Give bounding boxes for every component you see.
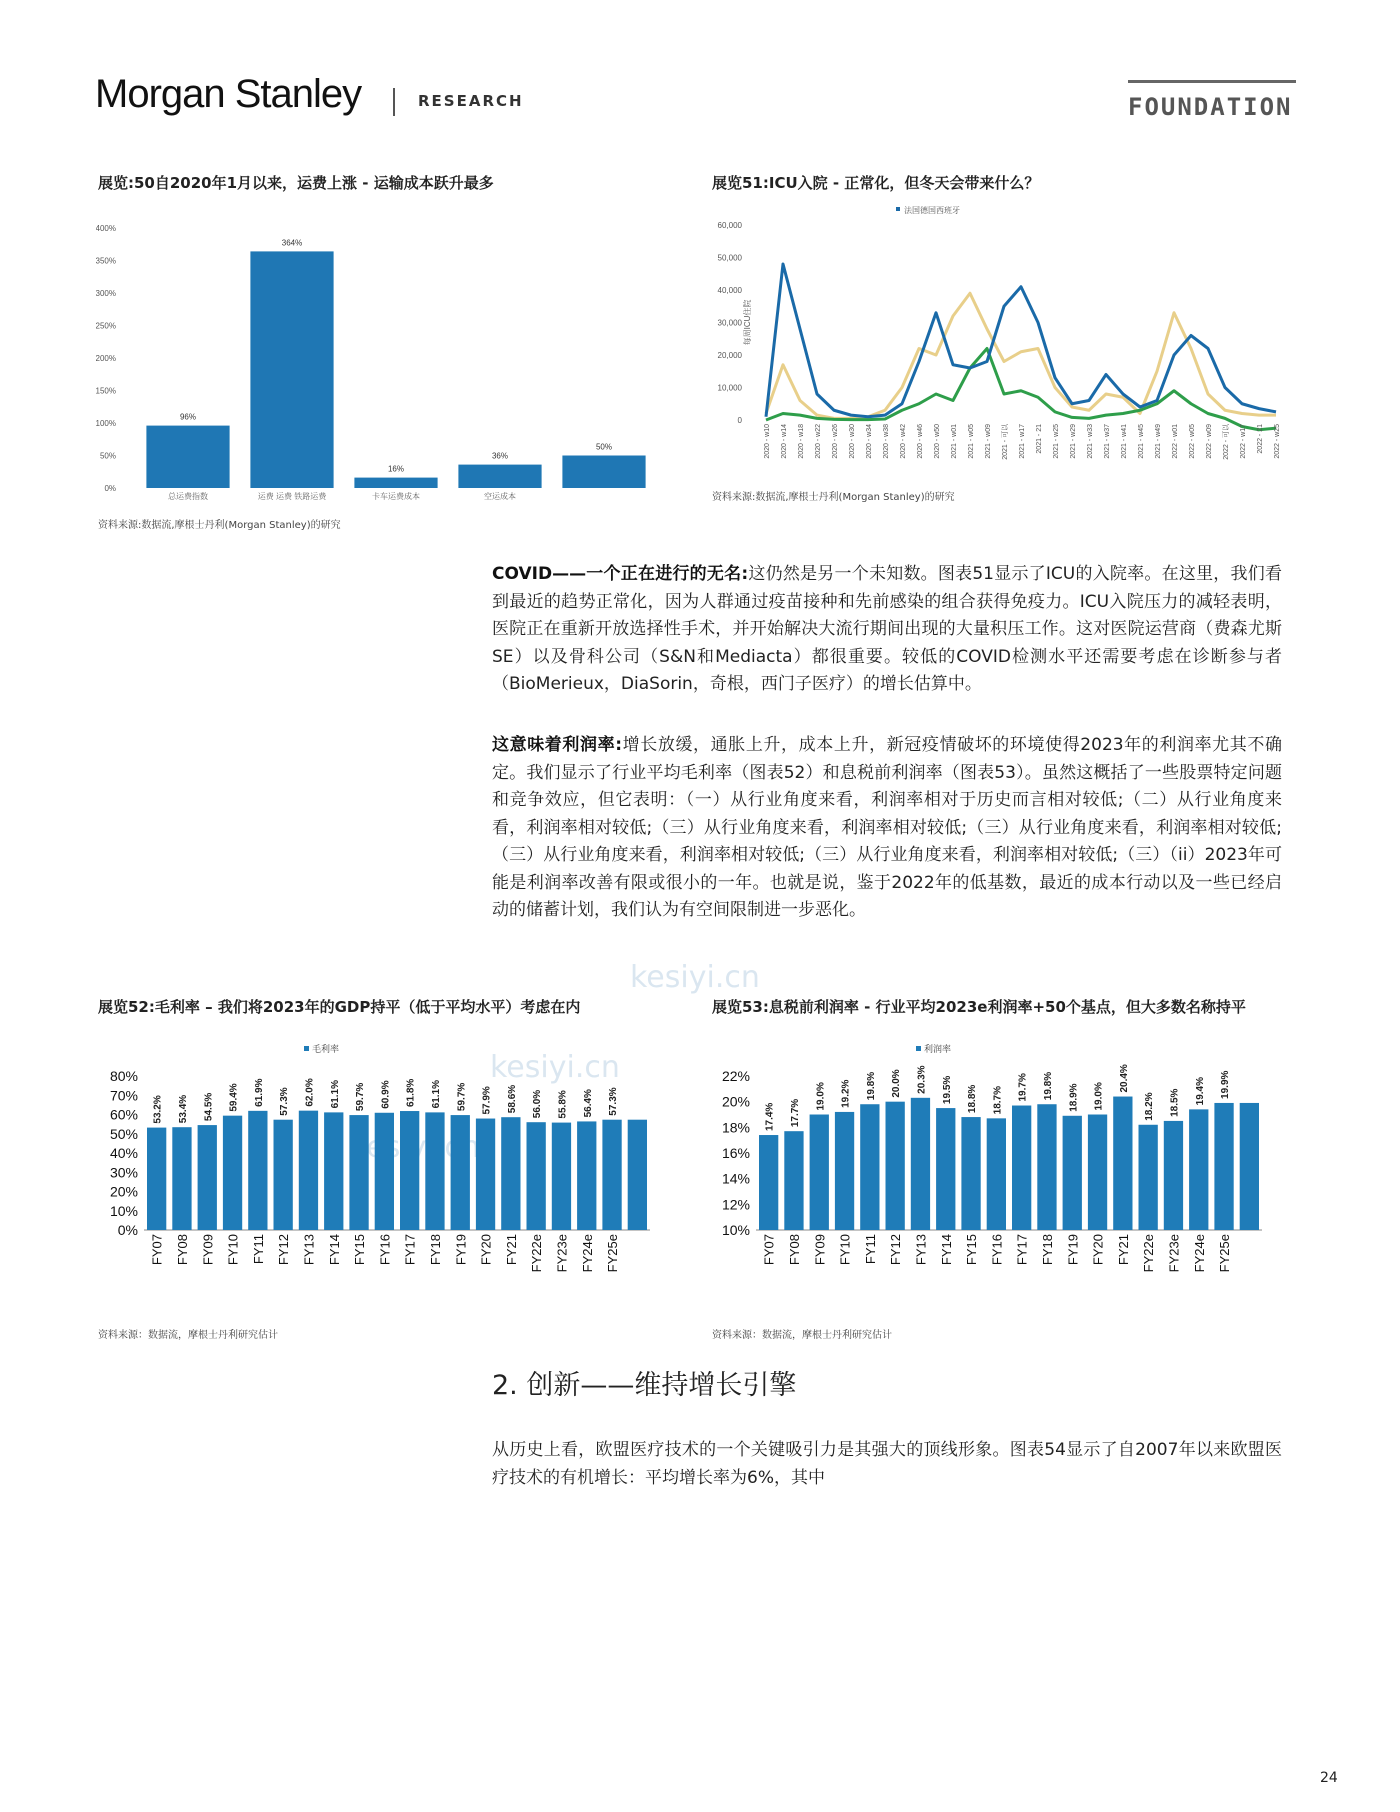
x-tick-label: FY25e	[1217, 1234, 1233, 1273]
series-line-西班牙	[766, 293, 1276, 418]
bar	[375, 1113, 394, 1230]
x-tick-label: FY12	[888, 1234, 904, 1266]
data-label: 56.4%	[582, 1089, 594, 1118]
data-label: 19.5%	[941, 1075, 953, 1105]
data-label: 17.4%	[764, 1102, 776, 1132]
y-tick-label: 70%	[109, 1087, 138, 1104]
bar	[1113, 1097, 1132, 1230]
x-tick-label: 总运费指数	[168, 492, 208, 501]
x-tick-label: FY23e	[1166, 1234, 1182, 1273]
legend-swatch	[916, 1046, 921, 1051]
exhibit52-chart	[96, 1030, 666, 1320]
y-tick-label: 50%	[109, 1125, 138, 1142]
x-tick-label: 2022 - w17	[1240, 424, 1247, 459]
data-label: 18.2%	[1144, 1092, 1156, 1121]
x-tick-label: FY23e	[554, 1234, 570, 1273]
bar	[1214, 1103, 1233, 1230]
y-tick-label: 350%	[96, 256, 116, 266]
x-tick-label: FY16	[989, 1234, 1005, 1266]
data-label: 53.4%	[177, 1094, 189, 1124]
data-label: 19.2%	[840, 1079, 852, 1108]
bar	[961, 1117, 980, 1230]
bar	[527, 1122, 546, 1230]
bar	[349, 1115, 368, 1230]
x-tick-label: FY10	[225, 1234, 241, 1266]
exhibit53-chart	[708, 1030, 1290, 1320]
data-label: 56.0%	[532, 1089, 544, 1119]
x-tick-label: FY08	[174, 1234, 190, 1266]
data-label: 55.8%	[557, 1090, 569, 1119]
bar	[911, 1098, 930, 1230]
x-tick-label: 2022 - w25	[1274, 424, 1281, 459]
innovation-paragraph	[492, 1437, 1282, 1492]
data-label: 20.0%	[891, 1069, 903, 1098]
bar	[1240, 1103, 1259, 1230]
y-tick-label: 20,000	[717, 351, 742, 360]
exhibit50-chart	[96, 218, 666, 508]
bar	[324, 1112, 343, 1230]
margin-paragraph	[492, 732, 1282, 925]
y-tick-label: 18%	[721, 1119, 750, 1136]
x-tick-label: FY16	[377, 1234, 393, 1266]
bar	[886, 1102, 905, 1230]
data-label: 50%	[595, 442, 613, 452]
y-tick-label: 300%	[96, 289, 116, 298]
bar	[810, 1115, 829, 1231]
data-label: 19.9%	[1220, 1070, 1232, 1099]
bar	[451, 1115, 470, 1230]
y-tick-label: 100%	[96, 419, 116, 428]
x-tick-label: 2021 - w17	[1019, 424, 1026, 459]
bar	[835, 1112, 854, 1230]
bar	[299, 1111, 318, 1230]
exhibit53-source: 资料来源：数据流，摩根士丹利研究估计	[712, 1330, 892, 1341]
exhibit50-title: 展览:50自2020年1月以来，运费上涨 - 运输成本跃升最多	[98, 174, 494, 192]
watermark-text: kesiyi.cn	[490, 1050, 620, 1085]
y-axis-label: 每周ICU住院	[743, 299, 752, 346]
data-label: 60.9%	[380, 1080, 392, 1109]
x-tick-label: FY24e	[579, 1234, 595, 1273]
covid-paragraph	[492, 561, 1282, 699]
y-tick-label: 10%	[109, 1202, 138, 1219]
data-label: 19.4%	[1194, 1077, 1206, 1106]
foundation-label: FOUNDATION	[1128, 80, 1296, 121]
data-label: 61.9%	[253, 1078, 265, 1107]
exhibit53-title: 展览53:息税前利润率 - 行业平均2023e利润率+50个基点，但大多数名称持平	[712, 998, 1246, 1016]
x-tick-label: FY09	[812, 1234, 828, 1266]
innovation-body: 从历史上看，欧盟医疗技术的一个关键吸引力是其强大的顶线形象。图表54显示了自2007年以来欧盟医疗技术的有机增长：平均增长率为6%，其中	[492, 1440, 1282, 1488]
x-tick-label: FY11	[862, 1234, 878, 1265]
x-tick-label: FY08	[786, 1234, 802, 1266]
x-tick-label: 2020 - w18	[798, 424, 805, 459]
y-tick-label: 150%	[96, 386, 116, 396]
y-tick-label: 80%	[109, 1068, 138, 1084]
bar	[476, 1119, 495, 1230]
y-tick-label: 10%	[721, 1222, 750, 1238]
x-tick-label: 2020 - w34	[866, 424, 873, 459]
x-tick-label: 2021 - w01	[951, 424, 958, 459]
x-tick-label: FY09	[200, 1234, 216, 1266]
data-label: 57.9%	[481, 1086, 493, 1115]
section-heading: 2. 创新——维持增长引擎	[492, 1370, 797, 1401]
exhibit50-source: 资料来源:数据流,摩根士丹利(Morgan Stanley)的研究	[98, 520, 341, 531]
exhibit51-chart	[708, 205, 1290, 477]
x-tick-label: FY13	[301, 1234, 317, 1266]
x-tick-label: 2022 - w05	[1189, 424, 1196, 459]
x-tick-label: 空运成本	[484, 492, 516, 501]
x-tick-label: 2022 - w09	[1206, 424, 1213, 459]
x-tick-label: FY20	[1090, 1234, 1106, 1266]
y-tick-label: 30,000	[717, 318, 742, 328]
legend-label: 利润率	[924, 1044, 952, 1054]
bar	[577, 1121, 596, 1230]
y-tick-label: 20%	[109, 1183, 138, 1200]
bar	[198, 1125, 217, 1230]
x-tick-label: 2021 - w41	[1121, 424, 1128, 459]
series-line-法国	[766, 264, 1276, 417]
logo-divider	[393, 88, 395, 116]
x-tick-label: 2021 - w05	[968, 424, 975, 459]
x-tick-label: FY17	[402, 1234, 418, 1266]
bar	[987, 1118, 1006, 1230]
x-tick-label: FY15	[352, 1234, 368, 1266]
x-tick-label: FY18	[1039, 1234, 1055, 1266]
bar	[250, 251, 333, 488]
data-label: 17.7%	[789, 1098, 801, 1128]
data-label: 18.8%	[967, 1084, 979, 1114]
data-label: 61.8%	[405, 1078, 417, 1108]
bar	[146, 426, 229, 488]
data-label: 96%	[179, 412, 197, 422]
exhibit51-title: 展览51:ICU入院 - 正常化，但冬天会带来什么？	[712, 174, 1040, 192]
bar	[1189, 1109, 1208, 1230]
covid-body: 这仍然是另一个未知数。图表51显示了ICU的入院率。在这里，我们看到最近的趋势正常化，因为人群通过疫苗接种和先前感染的组合获得免疫力。ICU入院压力的减轻表明，医院正在重新开放选择性手术，并开始解决大流行期间出现的大量积压工作。这对医院运营商（费森尤斯SE）以及骨科公司（S&N和Mediacta）都很重要。较低的COVID检测水平还需要考虑在诊断参与者（BioMerieux，DiaSorin，奇根，西门子医疗）的增长估算中。	[492, 564, 1282, 694]
bar	[501, 1117, 520, 1230]
data-label: 18.9%	[1068, 1083, 1080, 1112]
y-tick-label: 40%	[109, 1145, 138, 1161]
data-label: 364%	[281, 238, 303, 248]
x-tick-label: FY24e	[1191, 1234, 1207, 1273]
research-label: RESEARCH	[418, 92, 524, 110]
y-tick-label: 14%	[721, 1170, 750, 1187]
x-tick-label: 2021 - w37	[1104, 424, 1111, 459]
x-tick-label: 运费 运费 铁路运费	[257, 492, 327, 501]
margin-body: 增长放缓，通胀上升，成本上升，新冠疫情破坏的环境使得2023年的利润率尤其不确定。我们显示了行业平均毛利率（图表52）和息税前利润率（图表53）。虽然这概括了一些股票特定问题和竞争效应，但它表明：（一）从行业角度来看，利润率相对于历史而言相对较低;（二）从行业角度来看，利润率相对较低;（三）从行业角度来看，利润率相对较低;（三）从行业角度来看，利润率相对较低;（三）从行业角度来看，利润率相对较低;（三）从行业角度来看，利润率相对较低;（三）（ii）2023年可能是利润率改善有限或很小的一年。也就是说，鉴于2022年的低基数，最近的成本行动以及一些已经启动的储蓄计划，我们认为有空间限制进一步恶化。	[492, 735, 1282, 920]
y-tick-label: 50,000	[717, 253, 742, 263]
y-tick-label: 50%	[99, 451, 116, 461]
y-tick-label: 60,000	[717, 221, 742, 230]
data-label: 53.2%	[152, 1095, 164, 1124]
bar	[628, 1120, 647, 1230]
data-label: 58.6%	[506, 1084, 518, 1114]
bar	[562, 456, 645, 489]
bar	[860, 1104, 879, 1230]
x-tick-label: 2021 - w45	[1138, 424, 1145, 459]
x-tick-label: 2020 - w22	[815, 424, 822, 459]
data-label: 59.7%	[355, 1082, 367, 1112]
bar	[354, 478, 437, 488]
x-tick-label: FY17	[1014, 1234, 1030, 1266]
bar	[1037, 1104, 1056, 1230]
x-tick-label: FY22e	[1141, 1234, 1157, 1273]
x-tick-label: 2020 - w10	[764, 424, 771, 459]
x-tick-label: FY14	[938, 1234, 954, 1266]
data-label: 61.1%	[430, 1080, 442, 1109]
bar	[248, 1111, 267, 1230]
y-tick-label: 30%	[109, 1164, 138, 1181]
bar	[458, 465, 541, 488]
data-label: 36%	[491, 451, 509, 461]
y-tick-label: 250%	[96, 321, 116, 331]
data-label: 20.4%	[1118, 1064, 1130, 1093]
y-tick-label: 60%	[109, 1106, 138, 1123]
x-tick-label: 2020 - w50	[934, 424, 941, 459]
x-tick-label: 2021 - w33	[1087, 424, 1094, 459]
bar	[147, 1128, 166, 1230]
x-tick-label: 2020 - w42	[900, 424, 907, 459]
data-label: 19.0%	[1093, 1082, 1105, 1111]
bar	[400, 1111, 419, 1230]
data-label: 62.0%	[304, 1078, 316, 1107]
data-label: 16%	[387, 464, 405, 474]
x-tick-label: 2021 - 可以	[1002, 424, 1009, 460]
y-tick-label: 10,000	[717, 383, 742, 393]
data-label: 19.8%	[1042, 1071, 1054, 1101]
legend-label: 毛利率	[312, 1044, 340, 1054]
x-tick-label: FY07	[149, 1234, 165, 1266]
bar	[172, 1127, 191, 1230]
x-tick-label: FY15	[964, 1234, 980, 1266]
data-label: 19.0%	[815, 1082, 827, 1111]
data-label: 57.3%	[608, 1087, 620, 1116]
covid-lead: COVID——一个正在进行的无名:	[492, 564, 749, 584]
data-label: 59.7%	[456, 1082, 468, 1112]
x-tick-label: FY11	[250, 1234, 266, 1265]
x-tick-label: FY10	[837, 1234, 853, 1266]
bar	[784, 1131, 803, 1230]
legend-swatch	[304, 1046, 309, 1051]
bar	[274, 1120, 293, 1230]
data-label: 59.4%	[228, 1083, 240, 1112]
y-tick-label: 0%	[104, 484, 116, 493]
x-tick-label: 2021 - w25	[1053, 424, 1060, 459]
bar	[1139, 1125, 1158, 1230]
y-tick-label: 0	[737, 416, 742, 425]
x-tick-label: FY21	[1115, 1234, 1131, 1266]
exhibit51-source: 资料来源:数据流,摩根士丹利(Morgan Stanley)的研究	[712, 492, 955, 503]
data-label: 18.7%	[992, 1085, 1004, 1115]
brand-logo: Morgan Stanley	[95, 72, 362, 116]
x-tick-label: FY25e	[605, 1234, 621, 1273]
bar	[223, 1116, 242, 1230]
bar	[1164, 1121, 1183, 1230]
x-tick-label: 2020 - w46	[917, 424, 924, 459]
y-tick-label: 22%	[721, 1068, 750, 1084]
legend-swatch	[896, 207, 900, 211]
data-label: 57.3%	[279, 1087, 291, 1116]
data-label: 61.1%	[329, 1080, 341, 1109]
data-label: 19.7%	[1017, 1073, 1029, 1102]
x-tick-label: 2021 - w29	[1070, 424, 1077, 459]
x-tick-label: FY12	[276, 1234, 292, 1266]
bar	[936, 1108, 955, 1230]
y-tick-label: 20%	[721, 1093, 750, 1110]
page-number: 24	[1320, 1770, 1338, 1786]
bar	[425, 1112, 444, 1230]
y-tick-label: 200%	[96, 354, 116, 363]
bar	[1012, 1106, 1031, 1230]
y-tick-label: 12%	[721, 1196, 750, 1213]
x-tick-label: 2020 - w30	[849, 424, 856, 459]
legend-label: 法国德国西班牙	[904, 206, 960, 215]
x-tick-label: 2020 - w14	[781, 424, 788, 459]
x-tick-label: 2021 - w09	[985, 424, 992, 459]
bar	[602, 1120, 621, 1230]
data-label: 18.5%	[1169, 1088, 1181, 1117]
x-tick-label: FY07	[761, 1234, 777, 1266]
x-tick-label: FY22e	[529, 1234, 545, 1273]
x-tick-label: FY19	[453, 1234, 469, 1266]
x-tick-label: FY18	[427, 1234, 443, 1266]
x-tick-label: FY20	[478, 1234, 494, 1266]
x-tick-label: 2021 - 21	[1036, 424, 1043, 454]
x-tick-label: FY13	[913, 1234, 929, 1266]
data-label: 20.3%	[916, 1065, 928, 1094]
data-label: 19.8%	[865, 1071, 877, 1101]
exhibit52-title: 展览52:毛利率 – 我们将2023年的GDP持平（低于平均水平）考虑在内	[98, 998, 581, 1016]
bar	[552, 1123, 571, 1230]
y-tick-label: 0%	[117, 1222, 138, 1238]
x-tick-label: FY19	[1065, 1234, 1081, 1266]
data-label: 54.5%	[203, 1092, 215, 1122]
margin-lead: 这意味着利润率:	[492, 735, 623, 755]
y-tick-label: 40,000	[717, 286, 742, 295]
x-tick-label: 2022 - w01	[1172, 424, 1179, 459]
exhibit52-source: 资料来源：数据流，摩根士丹利研究估计	[98, 1330, 278, 1341]
x-tick-label: 2020 - w38	[883, 424, 890, 459]
x-tick-label: 2022 - 21	[1257, 424, 1264, 454]
y-tick-label: 400%	[96, 224, 116, 233]
y-tick-label: 16%	[721, 1145, 750, 1161]
x-tick-label: FY21	[503, 1234, 519, 1266]
bar	[1088, 1115, 1107, 1231]
x-tick-label: FY14	[326, 1234, 342, 1266]
bar	[759, 1135, 778, 1230]
x-tick-label: 卡车运费成本	[372, 492, 420, 501]
x-tick-label: 2020 - w26	[832, 424, 839, 459]
bar	[1063, 1116, 1082, 1230]
x-tick-label: 2021 - w49	[1155, 424, 1162, 459]
watermark-text: kesiyi.cn	[630, 960, 760, 995]
x-tick-label: 2022 - 可以	[1223, 424, 1230, 460]
